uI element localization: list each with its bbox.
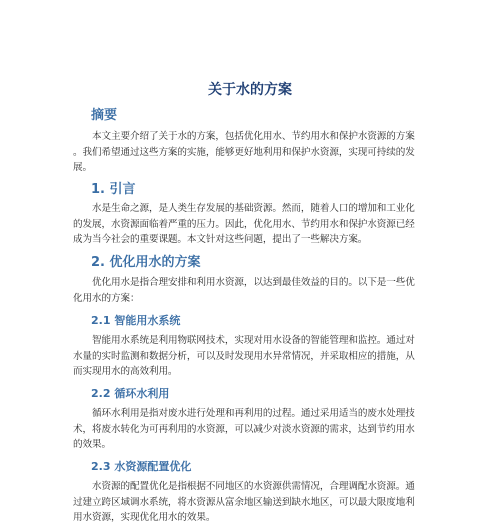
paragraph-line: 过建立跨区域调水系统，将水资源从富余地区输送到缺水地区，可以最大限度地利 (73, 496, 415, 508)
paragraph-line: 化用水的方案： (73, 292, 140, 304)
paragraph-line: 的发展，水资源面临着严重的压力。因此，优化用水、节约用水和保护水资源已经 (73, 218, 415, 230)
abstract-line: 展。 (73, 162, 92, 174)
paragraph-line: 成为当今社会的重要课题。本文针对这些问题，提出了一些解决方案。 (73, 234, 368, 246)
introduction-paragraph (73, 201, 430, 248)
paragraph-line: 水量的实时监测和数据分析，可以及时发现用水异常情况，并采取相应的措施，从 (73, 350, 415, 362)
section-heading-introduction: 1. 引言 (91, 182, 136, 197)
abstract-heading: 摘要 (91, 108, 118, 123)
subsection-heading-recycling: 2.2 循环水利用 (91, 387, 170, 400)
paragraph-line: 优化用水是指合理安排和利用水资源，以达到最佳效益的目的。以下是一些优 (92, 277, 415, 288)
paragraph-line: 循环水利用是指对废水进行处理和再利用的过程。通过采用适当的废水处理技 (92, 408, 415, 419)
abstract-line: 。我们希望通过这些方案的实施，能够更好地利用和保护水资源，实现可持续的发 (73, 146, 415, 158)
abstract-line: 本文主要介绍了关于水的方案，包括优化用水、节约用水和保护水资源的方案 (92, 131, 415, 142)
subsection-heading-allocation: 2.3 水资源配置优化 (91, 460, 192, 473)
paragraph-line: 水资源的配置优化是指根据不同地区的水资源供需情况，合理调配水资源。通 (92, 481, 415, 492)
paragraph-line: 术，将废水转化为可再利用的水资源，可以减少对淡水资源的需求，达到节约用水 (73, 423, 415, 435)
recycling-paragraph (73, 406, 430, 453)
paragraph-line: 用水资源，实现优化用水的效果。 (73, 512, 216, 524)
paragraph-line: 水是生命之源，是人类生存发展的基础资源。然而，随着人口的增加和工业化 (92, 203, 415, 214)
paragraph-line: 智能用水系统是利用物联网技术，实现对用水设备的智能管理和监控。通过对 (92, 335, 415, 346)
paragraph-line: 而实现用水的高效利用。 (73, 366, 178, 378)
paragraph-line: 的效果。 (73, 439, 111, 451)
allocation-paragraph (73, 479, 430, 526)
subsection-heading-smart-system: 2.1 智能用水系统 (91, 314, 181, 327)
document-title: 关于水的方案 (208, 82, 292, 98)
optimize-water-paragraph (73, 275, 430, 306)
abstract-paragraph (73, 129, 430, 176)
smart-system-paragraph (73, 333, 430, 380)
section-heading-optimize-water: 2. 优化用水的方案 (91, 255, 201, 270)
